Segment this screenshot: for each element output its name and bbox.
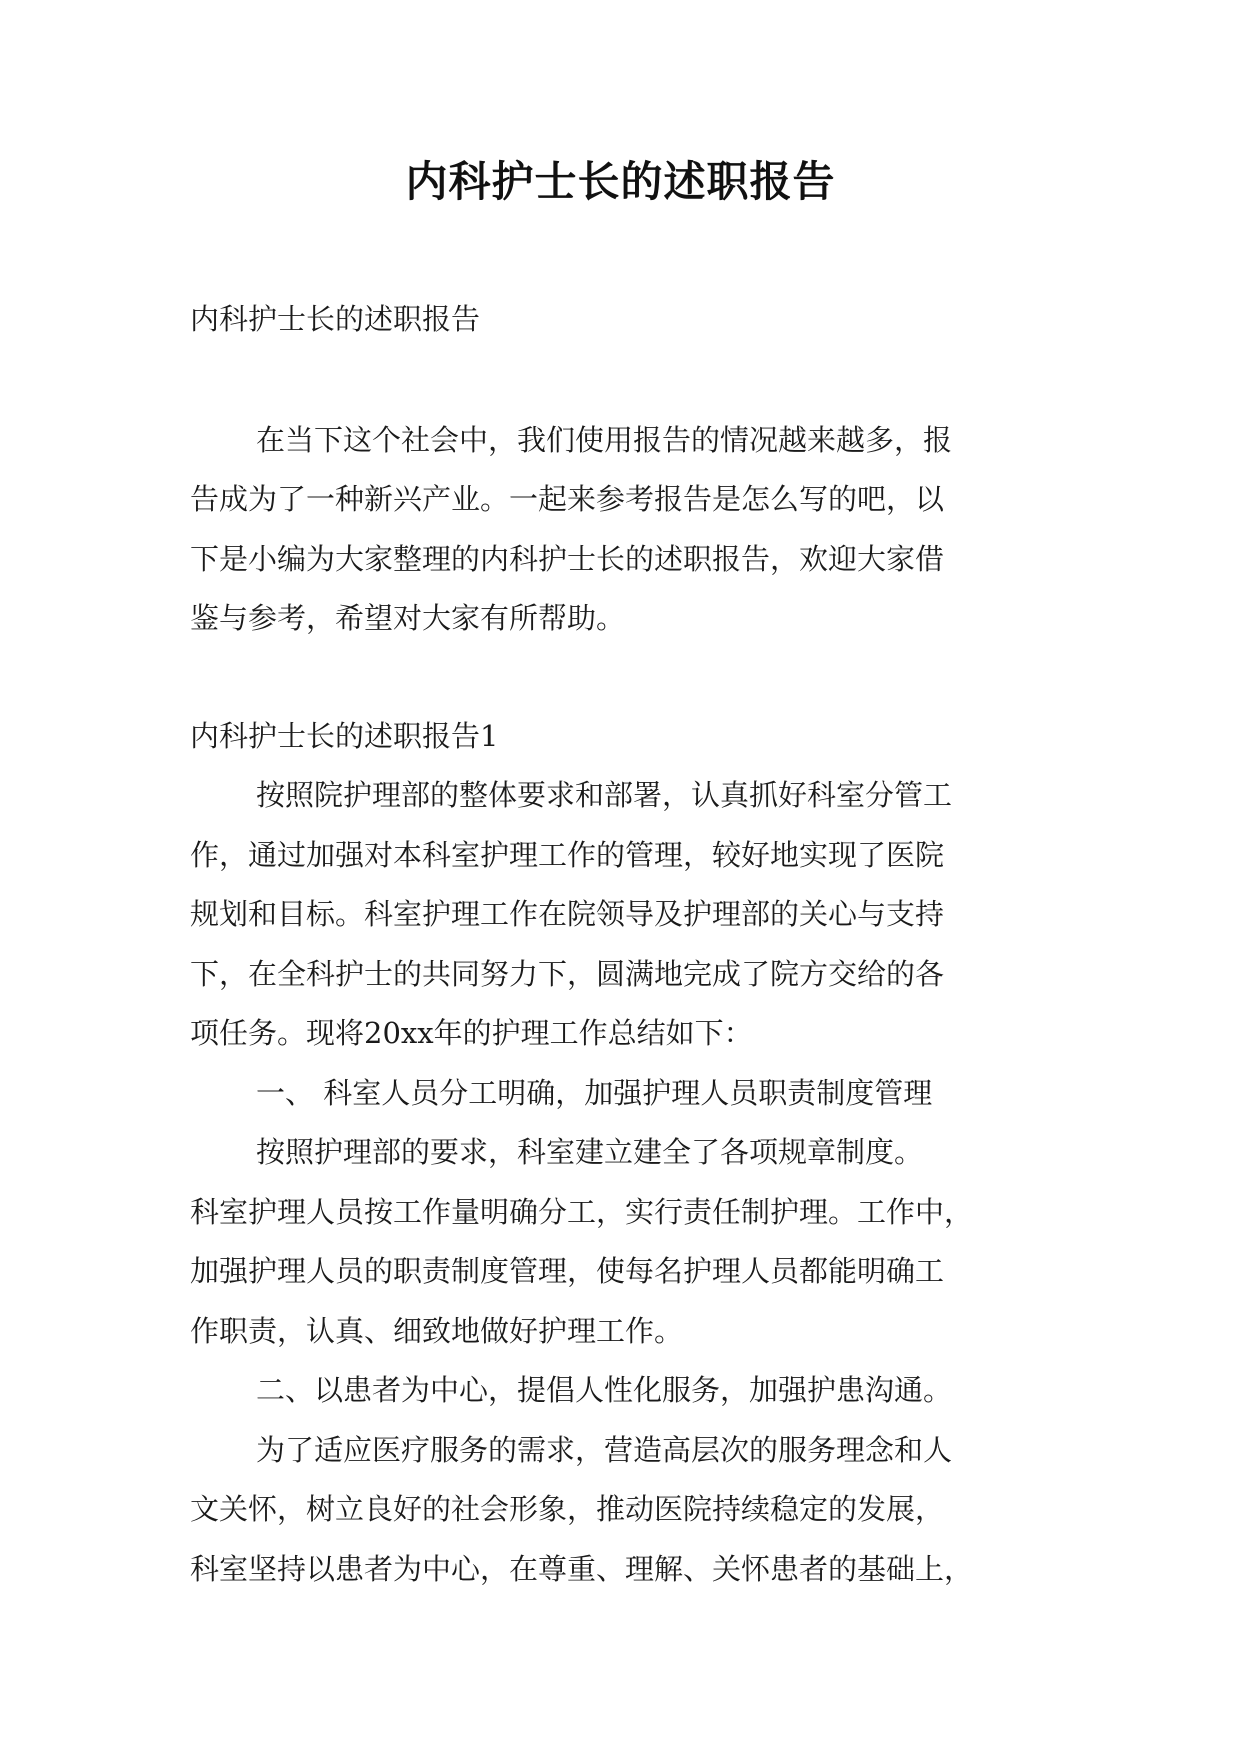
point2-line: 科室坚持以患者为中心，在尊重、理解、关怀患者的基础上， [190, 1551, 974, 1586]
section1-line: 规划和目标。科室护理工作在院领导及护理部的关心与支持 [190, 897, 945, 931]
intro-line: 在当下这个社会中，我们使用报告的情况越来越多，报 [256, 422, 953, 457]
intro-line: 告成为了一种新兴产业。一起来参考报告是怎么写的吧，以 [190, 482, 945, 516]
point2-line: 文关怀，树立良好的社会形象，推动医院持续稳定的发展， [190, 1492, 945, 1526]
point1-heading: 一、 科室人员分工明确，加强护理人员职责制度管理 [256, 1075, 933, 1110]
point2-heading: 二、以患者为中心，提倡人性化服务，加强护患沟通。 [256, 1373, 953, 1407]
section1-paragraph [190, 766, 1058, 1064]
document-subtitle: 内科护士长的述职报告 [190, 302, 481, 336]
intro-line: 鉴与参考，希望对大家有所帮助。 [190, 601, 626, 635]
document-title: 内科护士长的述职报告 [405, 157, 836, 206]
section1-line: 项任务。现将20xx年的护理工作总结如下： [190, 1016, 753, 1050]
point1-line: 作职责，认真、细致地做好护理工作。 [190, 1313, 684, 1348]
document-body [190, 290, 1058, 1599]
point1-line: 加强护理人员的职责制度管理，使每名护理人员都能明确工 [190, 1254, 945, 1288]
spacer [190, 350, 1058, 411]
section1-line: 下，在全科护士的共同努力下，圆满地完成了院方交给的各 [190, 956, 945, 991]
section1-line: 按照院护理部的整体要求和部署，认真抓好科室分管工 [256, 778, 953, 812]
point1-paragraph [190, 1123, 1058, 1361]
point1-line: 科室护理人员按工作量明确分工，实行责任制护理。工作中， [190, 1194, 974, 1229]
section-heading: 内科护士长的述职报告1 [190, 718, 499, 753]
point2-paragraph [190, 1421, 1058, 1600]
intro-line: 下是小编为大家整理的内科护士长的述职报告，欢迎大家借 [190, 541, 945, 576]
intro-paragraph [190, 411, 1058, 649]
spacer [190, 649, 1058, 707]
point2-line: 为了适应医疗服务的需求，营造高层次的服务理念和人 [256, 1432, 953, 1467]
point1-line: 按照护理部的要求，科室建立建全了各项规章制度。 [256, 1135, 924, 1169]
section1-line: 作，通过加强对本科室护理工作的管理，较好地实现了医院 [190, 837, 945, 872]
